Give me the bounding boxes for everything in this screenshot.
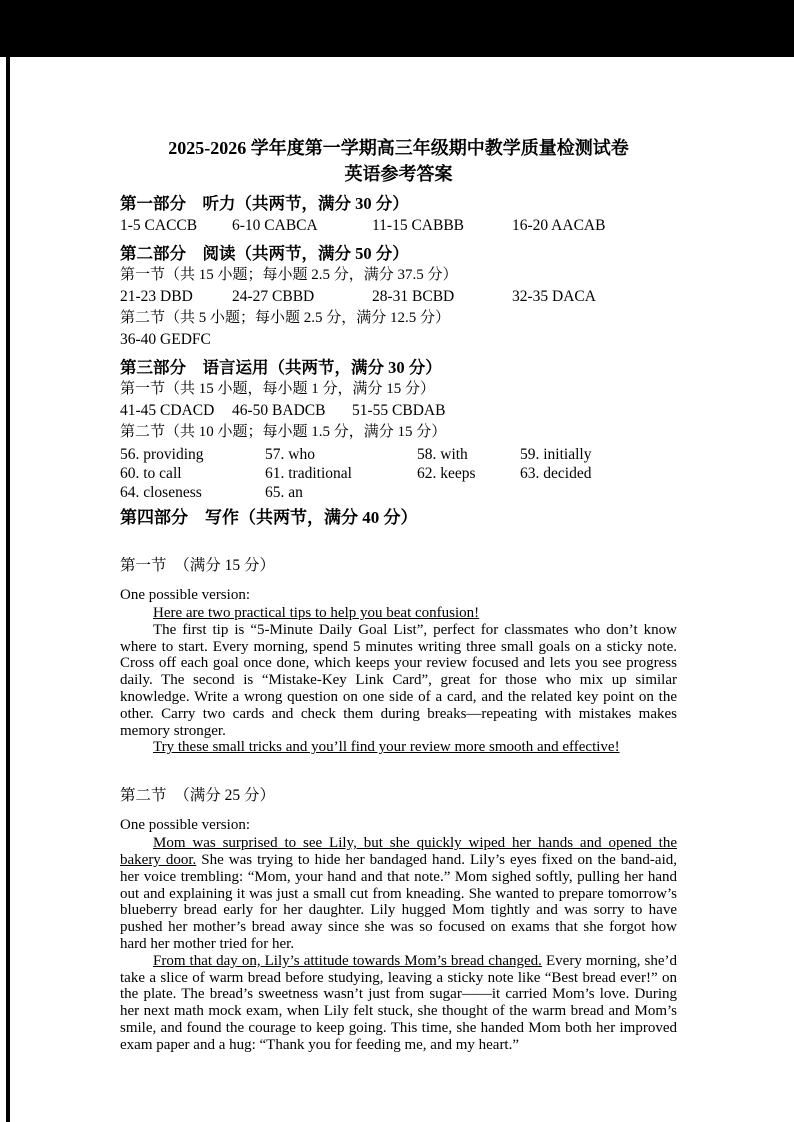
part3-heading: 第三部分 语言运用（共两节，满分 30 分） bbox=[120, 358, 442, 377]
reading-section1-answers-row bbox=[120, 287, 677, 307]
word-answer: 65. an bbox=[265, 484, 303, 501]
underlined-sentence: Mom was surprised to see Lily, but she quickly wiped her hands and opened the bakery door. bbox=[120, 835, 677, 868]
answer-cell: 41-45 CDACD bbox=[120, 402, 215, 419]
language-section1-answers-row bbox=[120, 401, 677, 421]
answer-cell: 28-31 BCBD bbox=[372, 288, 455, 305]
answer-cell: 11-15 CABBB bbox=[372, 217, 465, 234]
answer-cell: 16-20 AACAB bbox=[512, 217, 606, 234]
paragraph-text: She was trying to hide her bandaged hand. Lily’s eyes fixed on the band-aid, her voice trembling: “Mom, your hand and that note.” Mom sighed softly, pulling her hand out and explaining it was just a small cut from kneading. She wanted to prepare tomorrow’s blueberry bread early for her daughter. Lily hugged Mom tightly and was sorry to have pushed her mother’s bread away since she was so focused on exams that she forgot how hard her mother tried for her. bbox=[120, 851, 678, 952]
part3-section1-note: 第一节（共 15 小题，每小题 1 分，满分 15 分） bbox=[120, 381, 436, 397]
writing-section2-intro: One possible version: bbox=[120, 817, 250, 834]
part2-heading: 第二部分 阅读（共两节，满分 50 分） bbox=[120, 244, 409, 263]
word-answer: 58. with bbox=[417, 446, 468, 463]
part4-heading: 第四部分 写作（共两节，满分 40 分） bbox=[120, 508, 418, 527]
answer-cell: 6-10 CABCA bbox=[232, 217, 318, 234]
word-answer: 57. who bbox=[265, 446, 315, 463]
reading-section2-answers-row bbox=[120, 330, 677, 350]
document-title: 2025-2026 学年度第一学期高三年级期中教学质量检测试卷 bbox=[168, 138, 629, 158]
writing-section2-paragraph2 bbox=[120, 953, 677, 1054]
underlined-sentence: Try these small tricks and you’ll find your review more smooth and effective! bbox=[153, 739, 620, 756]
underlined-sentence: From that day on, Lily’s attitude towards Mom’s bread changed. bbox=[153, 952, 542, 969]
document-content bbox=[120, 136, 677, 1054]
answer-cell: 21-23 DBD bbox=[120, 288, 193, 305]
writing-section2-paragraph1 bbox=[120, 835, 677, 953]
word-answer: 64. closeness bbox=[120, 484, 202, 501]
writing-section2-label: 第二节 （满分 25 分） bbox=[120, 787, 276, 805]
answer-cell: 1-5 CACCB bbox=[120, 217, 198, 234]
listening-answers-row bbox=[120, 216, 677, 236]
writing-section1-opening bbox=[120, 605, 677, 622]
writing-section1-closing bbox=[120, 739, 677, 756]
answer-cell: 46-50 BADCB bbox=[232, 402, 326, 419]
scan-left-border bbox=[6, 57, 10, 1122]
scan-top-border bbox=[0, 0, 794, 57]
word-answer: 56. providing bbox=[120, 446, 204, 463]
word-answer: 63. decided bbox=[520, 465, 592, 482]
writing-section1-body: The first tip is “5-Minute Daily Goal List”, perfect for classmates who don’t know where to start. Every morning, spend 5 minutes writing three small goals on a sticky note. Cross off each goal once done, which keeps your review focused and lets you see progress daily. The second is “Mistake-Key Link Card”, great for those who mix up similar knowledge. Write a wrong question on one side of a card, and the related key point on the other. Carry two cards and check them during breaks—repeating with mistakes makes memory stronger. bbox=[120, 621, 677, 739]
part1-heading: 第一部分 听力（共两节，满分 30 分） bbox=[120, 194, 409, 213]
writing-section1-intro: One possible version: bbox=[120, 587, 250, 603]
answer-cell: 32-35 DACA bbox=[512, 288, 596, 305]
word-answer: 59. initially bbox=[520, 446, 592, 463]
document-subtitle: 英语参考答案 bbox=[344, 164, 453, 184]
underlined-sentence: Here are two practical tips to help you beat confusion! bbox=[153, 605, 480, 621]
answer-cell: 51-55 CBDAB bbox=[352, 402, 446, 419]
part2-section1-note: 第一节（共 15 小题；每小题 2.5 分，满分 37.5 分） bbox=[120, 267, 458, 283]
writing-section1-label: 第一节 （满分 15 分） bbox=[120, 557, 276, 574]
part2-section2-note: 第二节（共 5 小题；每小题 2.5 分，满分 12.5 分） bbox=[120, 310, 451, 326]
word-answer: 62. keeps bbox=[417, 465, 476, 482]
paragraph-text: Every morning, she’d take a slice of warm bread before studying, leaving a sticky note like “Best bread ever!” on the plate. The bread’s sweetness wasn’t just from sugar——it carried Mom’s love. During her next math mock exam, when Lily felt stuck, she thought of the warm bread and Mom’s smile, and found the courage to keep going. This time, she handed Mom both her improved exam paper and a hug: “Thank you for feeding me, and my heart.” bbox=[120, 952, 677, 1053]
word-answer: 60. to call bbox=[120, 465, 182, 482]
answer-cell: 24-27 CBBD bbox=[232, 288, 315, 305]
answer-cell: 36-40 GEDFC bbox=[120, 331, 211, 348]
word-answer: 61. traditional bbox=[265, 465, 352, 482]
language-section2-word-grid bbox=[120, 446, 677, 502]
part3-section2-note: 第二节（共 10 小题；每小题 1.5 分，满分 15 分） bbox=[120, 424, 447, 440]
